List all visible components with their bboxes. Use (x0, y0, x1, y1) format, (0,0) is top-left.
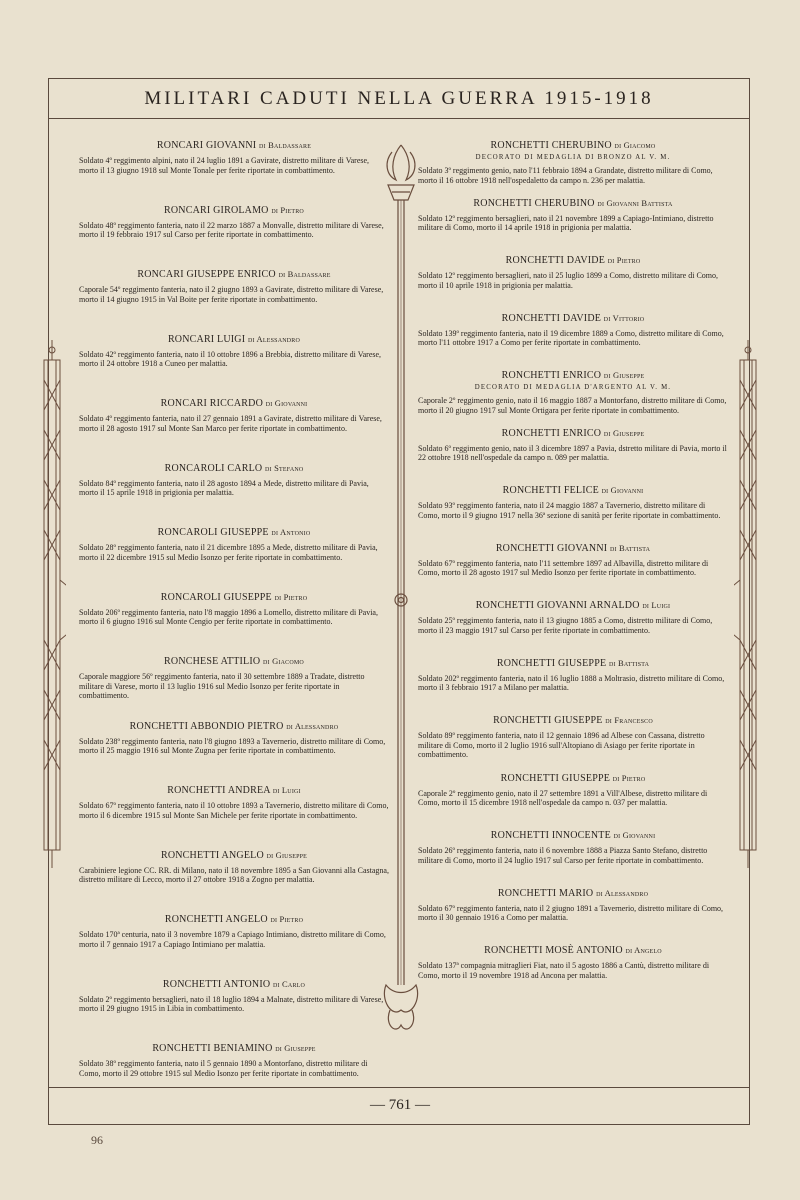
soldier-name-line (418, 255, 728, 266)
soldier-entry (418, 370, 728, 428)
soldier-name: RONCARI LUIGI (167, 333, 246, 345)
soldier-father: di Battista (609, 542, 651, 553)
soldier-name: RONCHETTI BENIAMINO (152, 1043, 273, 1054)
soldier-father: di Pietro (607, 255, 641, 265)
soldier-description: Carabiniere legione CC. RR. di Milano, nato il 18 novembre 1895 a San Giovanni alla Castagna, distretto militare di Lecco, morto il 27 ottobre 1918 a Zogno per malattia. (79, 865, 389, 885)
side-page-number: 96 (91, 1133, 103, 1147)
soldier-description: Caporale 54º reggimento fanteria, nato il 2 giugno 1893 a Gavirate, distretto militare di Varese, morto il 14 giugno 1915 in Val Boite per ferite riportate in combattimento. (79, 285, 384, 304)
soldier-father: di Pietro (274, 591, 308, 602)
soldier-description: Soldato 137ª compagnia mitraglieri Fiat, nato il 5 agosto 1886 a Cantù, distretto militare di Como, morto il 19 novembre 1918 ad Ancona per malattia. (418, 961, 710, 980)
page-title: MILITARI CADUTI NELLA GUERRA 1915-1918 (144, 88, 654, 109)
soldier-entry (418, 773, 728, 831)
soldier-father: di Luigi (272, 785, 301, 795)
soldier-name: RONCHETTI DAVIDE (501, 312, 602, 324)
soldier-name: RONCHETTI MARIO (497, 887, 594, 899)
soldier-description: Soldato 12º reggimento bersaglieri, nato il 21 novembre 1899 a Capiago-Intimiano, distretto militare di Como, morto il 14 aprile 1918 in prigionia per malattia. (418, 213, 714, 233)
soldier-description: Soldato 26º reggimento fanteria, nato il 6 novembre 1888 a Piazza Santo Stefano, distretto militare di Como, morto il 24 luglio 1917 sul Carso per ferite riportate in combattimento. (418, 846, 708, 865)
soldier-name: RONCHETTI ENRICO (501, 370, 602, 381)
soldier-name: RONCHETTI DAVIDE (505, 255, 606, 266)
soldier-name: RONCHETTI GIOVANNI ARNALDO (475, 600, 640, 611)
soldier-name-line (79, 656, 389, 667)
soldier-name-line (418, 313, 728, 324)
soldier-entry (79, 850, 389, 915)
soldier-description: Caporale maggiore 56º reggimento fanteria, nato il 30 settembre 1889 a Tradate, distretto militare di Varese, morto il 13 luglio 1916 sul Medio Isonzo per ferite riportate in combattimento. (79, 672, 365, 701)
soldier-entry (418, 945, 728, 1003)
soldier-father: di Giuseppe (603, 427, 645, 438)
soldier-father: di Giovanni (265, 398, 308, 408)
soldier-entry (418, 888, 728, 946)
soldier-name: RONCHETTI ENRICO (501, 427, 602, 439)
soldier-name: RONCARI RICCARDO (160, 398, 263, 409)
soldier-name-line (418, 140, 728, 151)
soldier-name: RONCAROLI GIUSEPPE (157, 527, 269, 538)
soldier-entry (418, 140, 728, 198)
soldier-name-line (79, 850, 389, 861)
soldier-name: RONCARI GIUSEPPE ENRICO (137, 269, 276, 280)
soldier-father: di Francesco (605, 715, 653, 725)
soldier-name: RONCHETTI CHERUBINO (473, 197, 595, 209)
soldier-father: di Pietro (270, 914, 304, 924)
soldier-name: RONCHETTI ANGELO (164, 914, 268, 925)
soldier-entry (79, 398, 389, 463)
soldier-name-line (418, 370, 728, 381)
soldier-description: Caporale 2º reggimento genio, nato il 16 maggio 1887 a Montorfano, distretto militare di Como, morto il 20 giugno 1917 sul Monte Ortigara per ferite riportate in combattimento. (418, 396, 727, 415)
soldier-entry (79, 1043, 389, 1108)
soldier-name: RONCHETTI GIUSEPPE (493, 715, 603, 726)
soldier-entry (418, 485, 728, 543)
soldier-name-line (418, 198, 728, 209)
soldier-entry (79, 205, 389, 270)
soldier-name: RONCHETTI GIUSEPPE (500, 772, 611, 784)
soldier-name: RONCAROLI CARLO (164, 462, 263, 474)
soldier-description: Soldato 67º reggimento fanteria, nato l'11 settembre 1897 ad Albavilla, distretto militare di Como, morto il 28 agosto 1917 sul Medio Isonzo per ferite riportate in combattimento. (418, 558, 709, 578)
soldier-description: Soldato 84º reggimento fanteria, nato il 28 agosto 1894 a Mede, distretto militare di Pavia, morto il 15 aprile 1918 in prigionia per malattia. (79, 478, 369, 498)
soldier-entry (418, 830, 728, 888)
soldier-entry (79, 592, 389, 657)
soldier-description: Soldato 238º reggimento fanteria, nato l'8 giugno 1893 a Tavernerio, distretto militare di Como, morto il 25 maggio 1916 sul Monte Zugna per ferite riportate in combattimento. (79, 736, 386, 756)
soldier-father: di Giuseppe (275, 1043, 316, 1053)
soldier-name: RONCHETTI CHERUBINO (490, 140, 612, 151)
right-fasces-ornament (734, 340, 762, 870)
soldier-name-line (79, 721, 389, 732)
soldier-father: di Giovanni Battista (597, 197, 673, 208)
soldier-description: Soldato 48º reggimento fanteria, nato il 22 marzo 1887 a Monvalle, distretto militare di Varese, morto il 19 febbraio 1917 sul Carso per ferite riportate in combattimento. (79, 220, 384, 240)
soldier-description: Caporale 2º reggimento genio, nato il 27 settembre 1891 a Vill'Albese, distretto militare di Como, morto il 15 dicembre 1918 nell'ospedale da campo n. 037 per malattia. (418, 788, 708, 808)
soldier-entry (79, 979, 389, 1044)
soldier-entry (418, 198, 728, 256)
soldier-name-line (418, 830, 728, 841)
soldier-decoration: DECORATO DI MEDAGLIA DI BRONZO AL V. M. (475, 154, 671, 161)
soldier-name-line (79, 463, 389, 474)
soldier-father: di Giovanni (613, 830, 656, 840)
soldier-name-line (418, 945, 728, 956)
soldier-description: Soldato 42º reggimento fanteria, nato il 10 ottobre 1896 a Brebbia, distretto militare di Varese, morto il 24 ottobre 1918 a Cuneo per malattia. (79, 349, 382, 369)
soldier-name-line (418, 428, 728, 439)
soldier-name-line (418, 485, 728, 496)
page-number: — 761 — (370, 1097, 430, 1113)
soldier-entry (79, 269, 389, 334)
soldier-name: RONCHETTI ANGELO (160, 849, 264, 861)
header-rule (48, 118, 750, 119)
soldier-entry (418, 428, 728, 486)
soldier-description: Soldato 206º reggimento fanteria, nato l'8 maggio 1896 a Lomello, distretto militare di Pavia, morto il 6 giugno 1916 sul Monte Cengio per ferite riportate in combattimento. (79, 607, 378, 627)
soldier-name: RONCHETTI GIUSEPPE (496, 657, 607, 669)
soldier-description: Soldato 170ª centuria, nato il 3 novembre 1879 a Capiago Intimiano, distretto militare di Como, morto il 7 gennaio 1917 a Capiago Intimiano per malattia. (79, 930, 386, 949)
soldier-name: RONCARI GIROLAMO (164, 204, 269, 216)
soldier-description: Soldato 202º reggimento fanteria, nato il 16 luglio 1888 a Moltrasio, distretto militare di Como, morto il 3 febbraio 1917 a Milano per malattia. (418, 673, 725, 693)
left-fasces-ornament (38, 340, 66, 870)
soldier-father: di Giacomo (614, 140, 656, 150)
soldier-father: di Giuseppe (603, 370, 645, 380)
soldier-name-line (79, 527, 389, 538)
soldier-entry (79, 721, 389, 786)
soldier-name-line (79, 979, 389, 990)
soldier-entry (79, 334, 389, 399)
left-column (79, 140, 389, 1108)
soldier-description: Soldato 67º reggimento fanteria, nato il 2 giugno 1891 a Tavernerio, distretto militare di Como, morto il 30 gennaio 1916 a Como per malattia. (418, 903, 724, 923)
soldier-father: di Alessandro (247, 333, 301, 344)
soldier-father: di Baldassare (278, 269, 331, 279)
soldier-description: Soldato 4º reggimento fanteria, nato il 27 gennaio 1891 a Gavirate, distretto militare di Varese, morto il 28 agosto 1917 sul Monte San Marco per ferite riportate in combattimento. (79, 414, 382, 433)
soldier-name-line (79, 398, 389, 409)
soldier-father: di Baldassare (259, 140, 312, 150)
soldier-father: di Carlo (273, 978, 306, 989)
soldier-description: Soldato 12º reggimento bersaglieri, nato il 25 luglio 1899 a Como, distretto militare di Como, morto il 10 aprile 1918 in prigionia per malattia. (418, 271, 718, 290)
soldier-description: Soldato 4º reggimento alpini, nato il 24 luglio 1891 a Gavirate, distretto militare di Varese, morto il 13 giugno 1918 sul Monte Tonale per ferite riportate in combattimento. (79, 156, 370, 175)
soldier-entry (79, 914, 389, 979)
soldier-name-line (79, 914, 389, 925)
soldier-entry (79, 785, 389, 850)
soldier-name-line (79, 592, 389, 603)
soldier-father: di Vittorio (603, 312, 645, 323)
soldier-description: Soldato 6º reggimento genio, nato il 3 dicembre 1897 a Pavia, dstretto militare di Pavia, morto il 22 ottobre 1918 nell'ospedale da campo n. 089 per malattia. (418, 443, 727, 463)
soldier-description: Soldato 38º reggimento fanteria, nato il 5 gennaio 1890 a Montorfano, distretto militare di Como, morto il 29 ottobre 1915 sul Medio Isonzo per ferite riportate in combattimento. (79, 1059, 368, 1078)
soldier-name: RONCHESE ATTILIO (164, 656, 261, 667)
right-column (418, 140, 728, 1003)
soldier-description: Soldato 28º reggimento fanteria, nato il 21 dicembre 1895 a Mede, distretto militare di Pavia, morto il 22 dicembre 1915 sul Medio Isonzo per ferite riportate in combattimento. (79, 543, 378, 562)
soldier-father: di Alessandro (596, 887, 649, 898)
soldier-description: Soldato 89º reggimento fanteria, nato il 12 gennaio 1896 ad Albese con Cassana, distretto militare di Como, morto il 2 luglio 1916 sull'Altopiano di Asiago per ferite riportate in combattimento. (418, 731, 705, 760)
soldier-father: di Giacomo (263, 656, 304, 666)
soldier-name: RONCHETTI MOSÈ ANTONIO (484, 945, 623, 956)
soldier-name-line (79, 140, 389, 151)
soldier-father: di Giovanni (601, 485, 644, 495)
soldier-father: di Luigi (642, 600, 671, 610)
soldier-entry (418, 600, 728, 658)
soldier-entry (79, 527, 389, 592)
soldier-name-line (418, 600, 728, 611)
soldier-name: RONCHETTI ANTONIO (162, 978, 271, 990)
soldier-entry (79, 656, 389, 721)
soldier-entry (418, 658, 728, 716)
soldier-name: RONCAROLI GIUSEPPE (160, 591, 272, 603)
soldier-name-line (79, 1043, 389, 1054)
soldier-description: Soldato 3º reggimento genio, nato l'11 febbraio 1894 a Grandate, distretto militare di Como, morto il 16 ottobre 1918 nell'ospedaletto da campo n. 236 per malattia. (418, 166, 713, 185)
soldier-entry (79, 140, 389, 205)
soldier-name-line (418, 658, 728, 669)
soldier-description: Soldato 93º reggimento fanteria, nato il 24 maggio 1887 a Tavernerio, distretto militare di Como, morto il 9 giugno 1917 nella 36ª sezione di sanità per ferite riportate in combattimento. (418, 501, 721, 520)
soldier-entry (418, 255, 728, 313)
soldier-name-line (79, 269, 389, 280)
soldier-name-line (418, 715, 728, 726)
soldier-name-line (418, 543, 728, 554)
soldier-name: RONCHETTI ABBONDIO PIETRO (129, 720, 284, 732)
soldier-father: di Stefano (265, 462, 304, 473)
soldier-name: RONCHETTI FELICE (502, 485, 599, 496)
soldier-name-line (79, 205, 389, 216)
soldier-entry (79, 463, 389, 528)
soldier-father: di Pietro (612, 772, 646, 783)
soldier-father: di Giuseppe (266, 849, 308, 860)
soldier-description: Soldato 2º reggimento bersaglieri, nato il 18 luglio 1894 a Malnate, distretto militare di Varese, morto il 29 giugno 1915 in Libia in combattimento. (79, 994, 384, 1014)
soldier-name-line (418, 888, 728, 899)
soldier-description: Soldato 67º reggimento fanteria, nato il 10 ottobre 1893 a Tavernerio, distretto militare di Como, morto il 6 dicembre 1915 sul Monte San Michele per ferite riportate in combattimento. (79, 801, 389, 820)
soldier-name-line (79, 785, 389, 796)
soldier-decoration: DECORATO DI MEDAGLIA D'ARGENTO AL V. M. (474, 384, 672, 391)
soldier-father: di Antonio (271, 527, 311, 537)
soldier-father: di Pietro (271, 204, 304, 215)
soldier-father: di Angelo (625, 945, 662, 955)
soldier-entry (418, 543, 728, 601)
soldier-entry (418, 313, 728, 371)
soldier-father: di Battista (608, 657, 650, 668)
soldier-description: Soldato 139º reggimento fanteria, nato il 19 dicembre 1889 a Como, distretto militare di Como, morto l'11 ottobre 1917 a Como per ferite riportate in combattimento. (418, 328, 724, 348)
soldier-name: RONCHETTI ANDREA (167, 785, 271, 796)
soldier-name: RONCHETTI INNOCENTE (490, 830, 611, 841)
soldier-name-line (418, 773, 728, 784)
soldier-father: di Alessandro (286, 720, 339, 731)
soldier-name-line (79, 334, 389, 345)
soldier-entry (418, 715, 728, 773)
soldier-description: Soldato 25º reggimento fanteria, nato il 13 giugno 1885 a Como, distretto militare di Como, morto il 23 maggio 1917 sul Carso per ferite riportate in combattimento. (418, 616, 713, 635)
soldier-name: RONCHETTI GIOVANNI (495, 542, 608, 554)
soldier-name: RONCARI GIOVANNI (156, 140, 257, 151)
